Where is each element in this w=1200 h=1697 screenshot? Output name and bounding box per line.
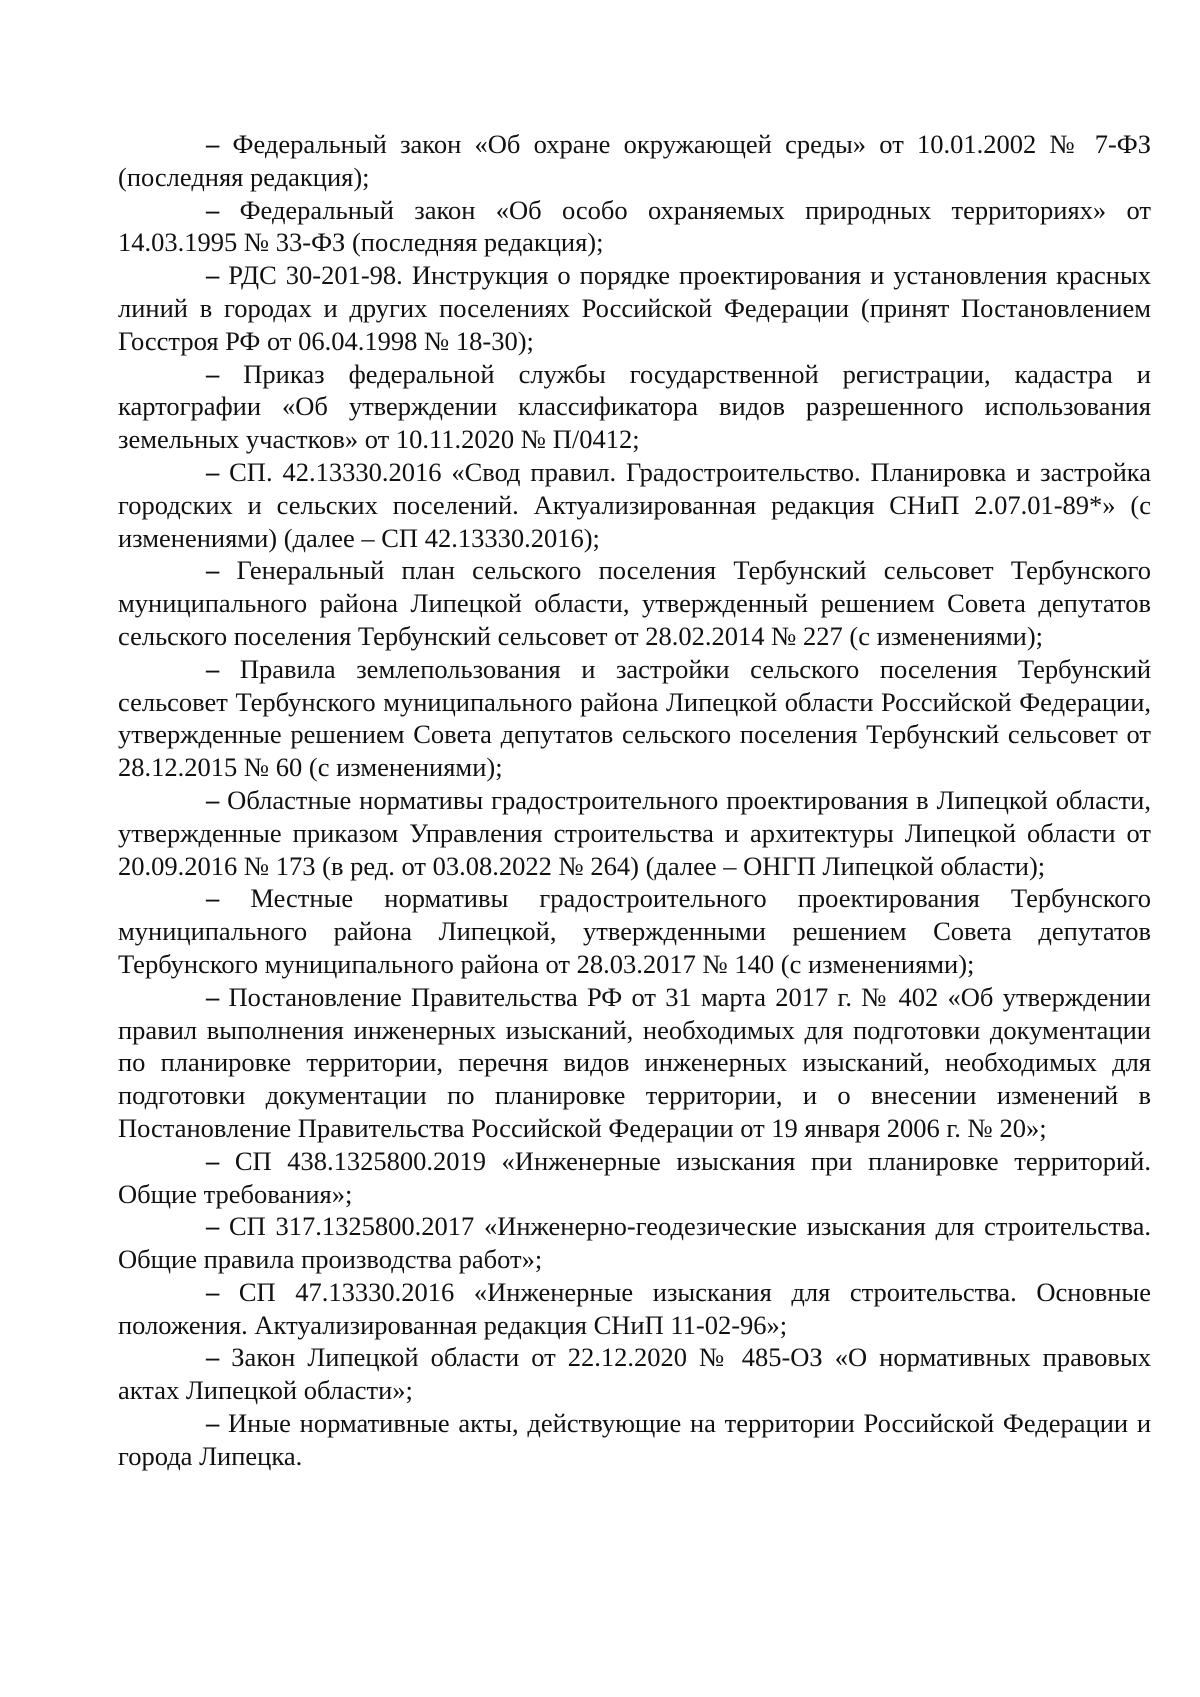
list-dash: –: [206, 456, 220, 487]
list-item: [118, 456, 1151, 554]
list-item: [118, 1276, 1151, 1342]
list-item-text: Закон Липецкой области от 22.12.2020 № 485-ОЗ «О нормативных правовых актах Липецкой области»;: [118, 1342, 1151, 1406]
list-item: [118, 1341, 1151, 1407]
list-item: [118, 358, 1151, 456]
list-dash: –: [206, 784, 220, 815]
list-dash: –: [206, 1145, 220, 1176]
list-dash: –: [206, 358, 220, 389]
list-dash: –: [206, 1342, 220, 1373]
list-item: [118, 653, 1151, 784]
list-dash: –: [206, 1408, 220, 1439]
list-item-text: СП 47.13330.2016 «Инженерные изыскания для строительства. Основные положения. Актуализированная редакция СНиП 11-02-96»;: [118, 1276, 1151, 1340]
list-item-text: Правила землепользования и застройки сельского поселения Тербунский сельсовет Тербунского муниципального района Липецкой области Российской Федерации, утвержденные решением Совета депутатов сельского поселения Тербунский сельсовет от 28.12.2015 № 60 (с изменениями);: [118, 653, 1151, 783]
list-item: [118, 1407, 1151, 1473]
list-dash: –: [206, 260, 220, 291]
list-item: [118, 128, 1151, 194]
list-dash: –: [206, 1211, 220, 1242]
list-item-text: Местные нормативы градостроительного проектирования Тербунского муниципального района Липецкой, утвержденными решением Совета депутатов Тербунского муниципального района от 28.03.2017 № 140 (с изменениями);: [118, 883, 1151, 979]
list-item: [118, 259, 1151, 357]
list-item-text: СП 317.1325800.2017 «Инженерно-геодезические изыскания для строительства. Общие правила производства работ»;: [118, 1211, 1151, 1275]
list-dash: –: [206, 981, 220, 1012]
list-item: [118, 784, 1151, 882]
list-item: [118, 1145, 1151, 1211]
list-dash: –: [206, 653, 220, 684]
list-item-text: Иные нормативные акты, действующие на территории Российской Федерации и города Липецка.: [118, 1408, 1151, 1471]
list-item-text: Федеральный закон «Об особо охраняемых природных территориях» от 14.03.1995 № 33-ФЗ (последняя редакция);: [118, 194, 1151, 258]
list-item-text: СП. 42.13330.2016 «Свод правил. Градостроительство. Планировка и застройка городских и сельских поселений. Актуализированная редакция СНиП 2.07.01-89*» (с изменениями) (далее – СП 42.13330.2016);: [118, 456, 1151, 553]
list-item-text: СП 438.1325800.2019 «Инженерные изыскания при планировке территорий. Общие требования»;: [118, 1145, 1151, 1209]
list-item: [118, 981, 1151, 1145]
list-item-text: Приказ федеральной службы государственной регистрации, кадастра и картографии «Об утверждении классификатора видов разрешенного использования земельных участков» от 10.11.2020 № П/0412;: [118, 358, 1151, 455]
regulations-list: [118, 128, 1151, 1473]
list-item-text: РДС 30-201-98. Инструкция о порядке проектирования и установления красных линий в городах и других поселениях Российской Федерации (принят Постановлением Госстроя РФ от 06.04.1998 № 18-30);: [118, 260, 1151, 356]
list-item-text: Постановление Правительства РФ от 31 марта 2017 г. № 402 «Об утверждении правил выполнения инженерных изысканий, необходимых для подготовки документации по планировке территории, перечня видов инженерных изысканий, необходимых для подготовки документации по планировке территории, и о внесении изменений в Постановление Правительства Российской Федерации от 19 января 2006 г. № 20»;: [118, 981, 1151, 1143]
list-item: [118, 194, 1151, 260]
list-dash: –: [206, 129, 220, 159]
list-item: [118, 882, 1151, 980]
list-item: [118, 554, 1151, 652]
list-dash: –: [206, 194, 220, 225]
list-item-text: Федеральный закон «Об охране окружающей среды» от 10.01.2002 № 7-ФЗ (последняя редакция);: [118, 129, 1151, 192]
list-dash: –: [206, 555, 220, 586]
list-item-text: Генеральный план сельского поселения Тербунский сельсовет Тербунского муниципального района Липецкой области, утвержденный решением Совета депутатов сельского поселения Тербунский сельсовет от 28.02.2014 № 227 (с изменениями);: [118, 555, 1151, 651]
list-item-text: Областные нормативы градостроительного проектирования в Липецкой области, утвержденные приказом Управления строительства и архитектуры Липецкой области от 20.09.2016 № 173 (в ред. от 03.08.2022 № 264) (далее – ОНГП Липецкой области);: [118, 784, 1151, 881]
list-dash: –: [206, 883, 220, 914]
list-item: [118, 1210, 1151, 1276]
list-dash: –: [206, 1276, 220, 1307]
